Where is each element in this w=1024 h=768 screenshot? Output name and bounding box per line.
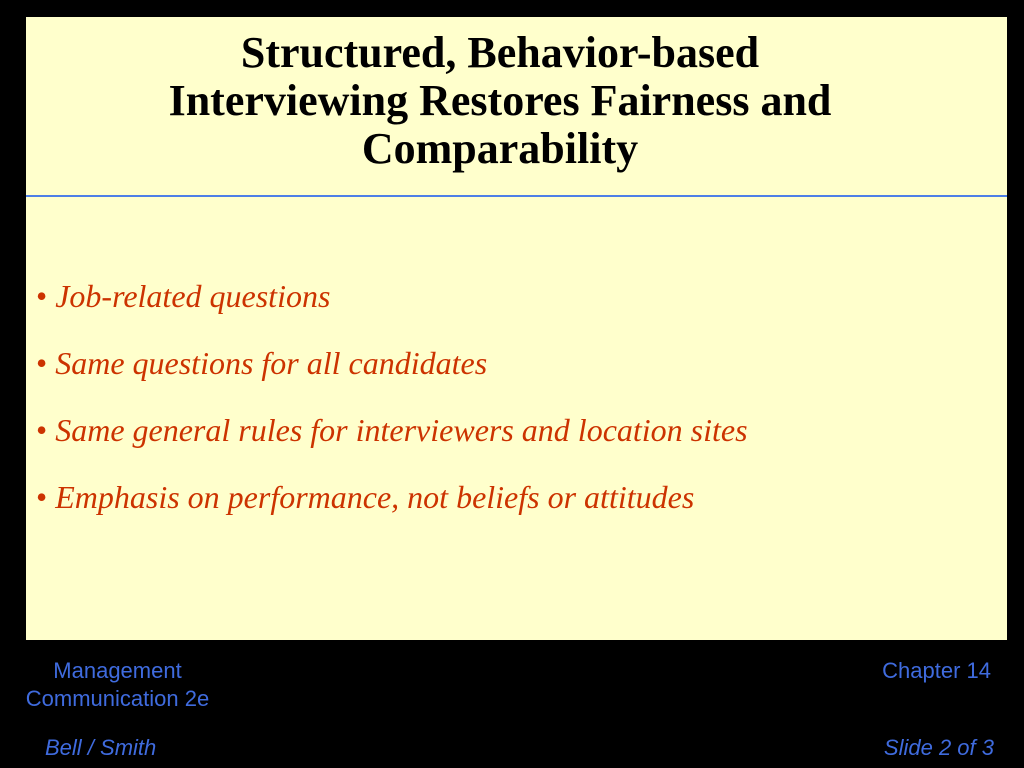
bullet-icon: • (36, 345, 48, 381)
footer-book-title (0, 657, 235, 713)
bullet-text: Emphasis on performance, not beliefs or attitudes (55, 479, 695, 515)
slide-title (26, 29, 974, 173)
title-divider (26, 195, 1007, 197)
bullet-item (36, 347, 966, 380)
slide-title-line: Interviewing Restores Fairness and (168, 76, 832, 125)
bullet-item (36, 481, 966, 514)
bullet-icon: • (36, 412, 48, 448)
slide-title-line: Structured, Behavior-based (240, 28, 760, 77)
bullet-text: Same questions for all candidates (55, 345, 488, 381)
footer-book-title-line: Communication 2e (25, 686, 210, 711)
bullet-icon: • (36, 479, 48, 515)
bullet-item (36, 414, 966, 447)
bullet-list (36, 280, 966, 548)
bullet-icon: • (36, 278, 48, 314)
footer-book-title-line: Management (53, 658, 182, 683)
footer-slide-number: Slide 2 of 3 (883, 735, 994, 760)
slide-title-line: Comparability (361, 124, 639, 173)
bullet-item (36, 280, 966, 313)
footer-authors: Bell / Smith (45, 735, 157, 760)
footer-chapter: Chapter 14 (882, 658, 991, 683)
bullet-text: Same general rules for interviewers and location sites (55, 412, 748, 448)
bullet-text: Job-related questions (55, 278, 331, 314)
